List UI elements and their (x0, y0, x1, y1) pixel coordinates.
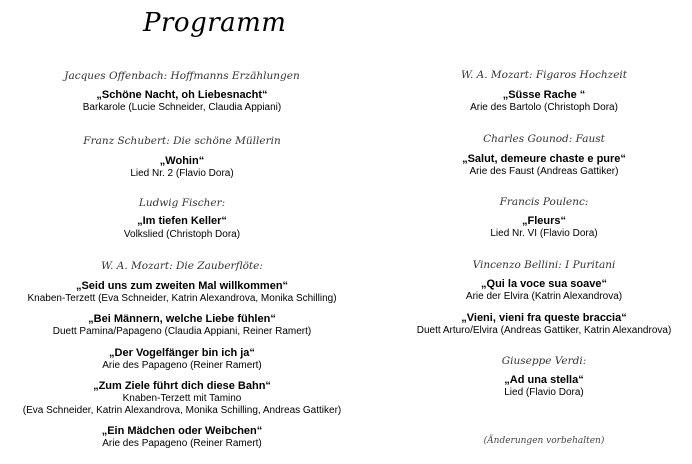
piece-description: Lied (Flavio Dora) (504, 387, 584, 398)
piece-description: Knaben-Terzett mit Tamino (122, 393, 242, 404)
piece-title: „Ad una stella“ (504, 374, 584, 386)
piece-description: Volkslied (Christoph Dora) (123, 229, 241, 240)
piece-title: „Qui la voce sua soave“ (481, 278, 607, 290)
composer-heading: Vincenzo Bellini: I Puritani (472, 259, 616, 271)
composer-heading: Giuseppe Verdi: (501, 355, 587, 367)
piece-description: Barkarole (Lucie Schneider, Claudia Appiani) (82, 102, 282, 113)
piece-description: Arie des Papageno (Reiner Ramert) (102, 360, 262, 371)
piece-description: Arie des Papageno (Reiner Ramert) (102, 438, 262, 449)
piece-description: Arie des Faust (Andreas Gattiker) (469, 166, 619, 177)
piece-title: „Ein Mädchen oder Weibchen“ (101, 425, 263, 437)
piece-title: „Der Vogelfänger bin ich ja“ (109, 347, 255, 359)
piece-description: Lied Nr. 2 (Flavio Dora) (130, 168, 234, 179)
piece-title: „Schöne Nacht, oh Liebesnacht“ (96, 89, 268, 101)
piece-title: „Fleurs“ (521, 215, 566, 227)
piece-description: (Eva Schneider, Katrin Alexandrova, Monika Schilling, Andreas Gattiker) (22, 405, 342, 416)
composer-heading: Ludwig Fischer: (138, 197, 226, 209)
piece-title: „Wohin“ (159, 155, 205, 167)
composer-heading: Francis Poulenc: (499, 196, 589, 208)
changes-reserved-note: (Änderungen vorbehalten) (483, 436, 605, 446)
composer-heading: W. A. Mozart: Figaros Hochzeit (460, 69, 627, 81)
piece-title: „Zum Ziele führt dich diese Bahn“ (93, 380, 271, 392)
page-title: Programm (143, 8, 287, 38)
piece-description: Arie der Elvira (Katrin Alexandrova) (465, 291, 623, 302)
piece-title: „Seid uns zum zweiten Mal willkommen“ (75, 280, 289, 292)
piece-description: Duett Arturo/Elvira (Andreas Gattiker, Katrin Alexandrova) (416, 325, 672, 336)
composer-heading: Jacques Offenbach: Hoffmanns Erzählungen (64, 70, 300, 82)
piece-title: „Salut, demeure chaste e pure“ (462, 153, 626, 165)
piece-title: „Süsse Rache “ (502, 89, 586, 101)
piece-description: Duett Pamina/Papageno (Claudia Appiani, Reiner Ramert) (52, 326, 312, 337)
piece-title: „Bei Männern, welche Liebe fühlen“ (88, 313, 276, 325)
composer-heading: W. A. Mozart: Die Zauberflöte: (101, 260, 263, 272)
piece-description: Knaben-Terzett (Eva Schneider, Katrin Alexandrova, Monika Schilling) (27, 293, 337, 304)
composer-heading: Charles Gounod: Faust (483, 133, 605, 145)
composer-heading: Franz Schubert: Die schöne Müllerin (83, 135, 281, 147)
piece-description: Arie des Bartolo (Christoph Dora) (470, 102, 618, 113)
piece-title: „Vieni, vieni fra queste braccia“ (461, 312, 627, 324)
piece-title: „Im tiefen Keller“ (137, 215, 227, 227)
piece-description: Lied Nr. VI (Flavio Dora) (490, 228, 598, 239)
